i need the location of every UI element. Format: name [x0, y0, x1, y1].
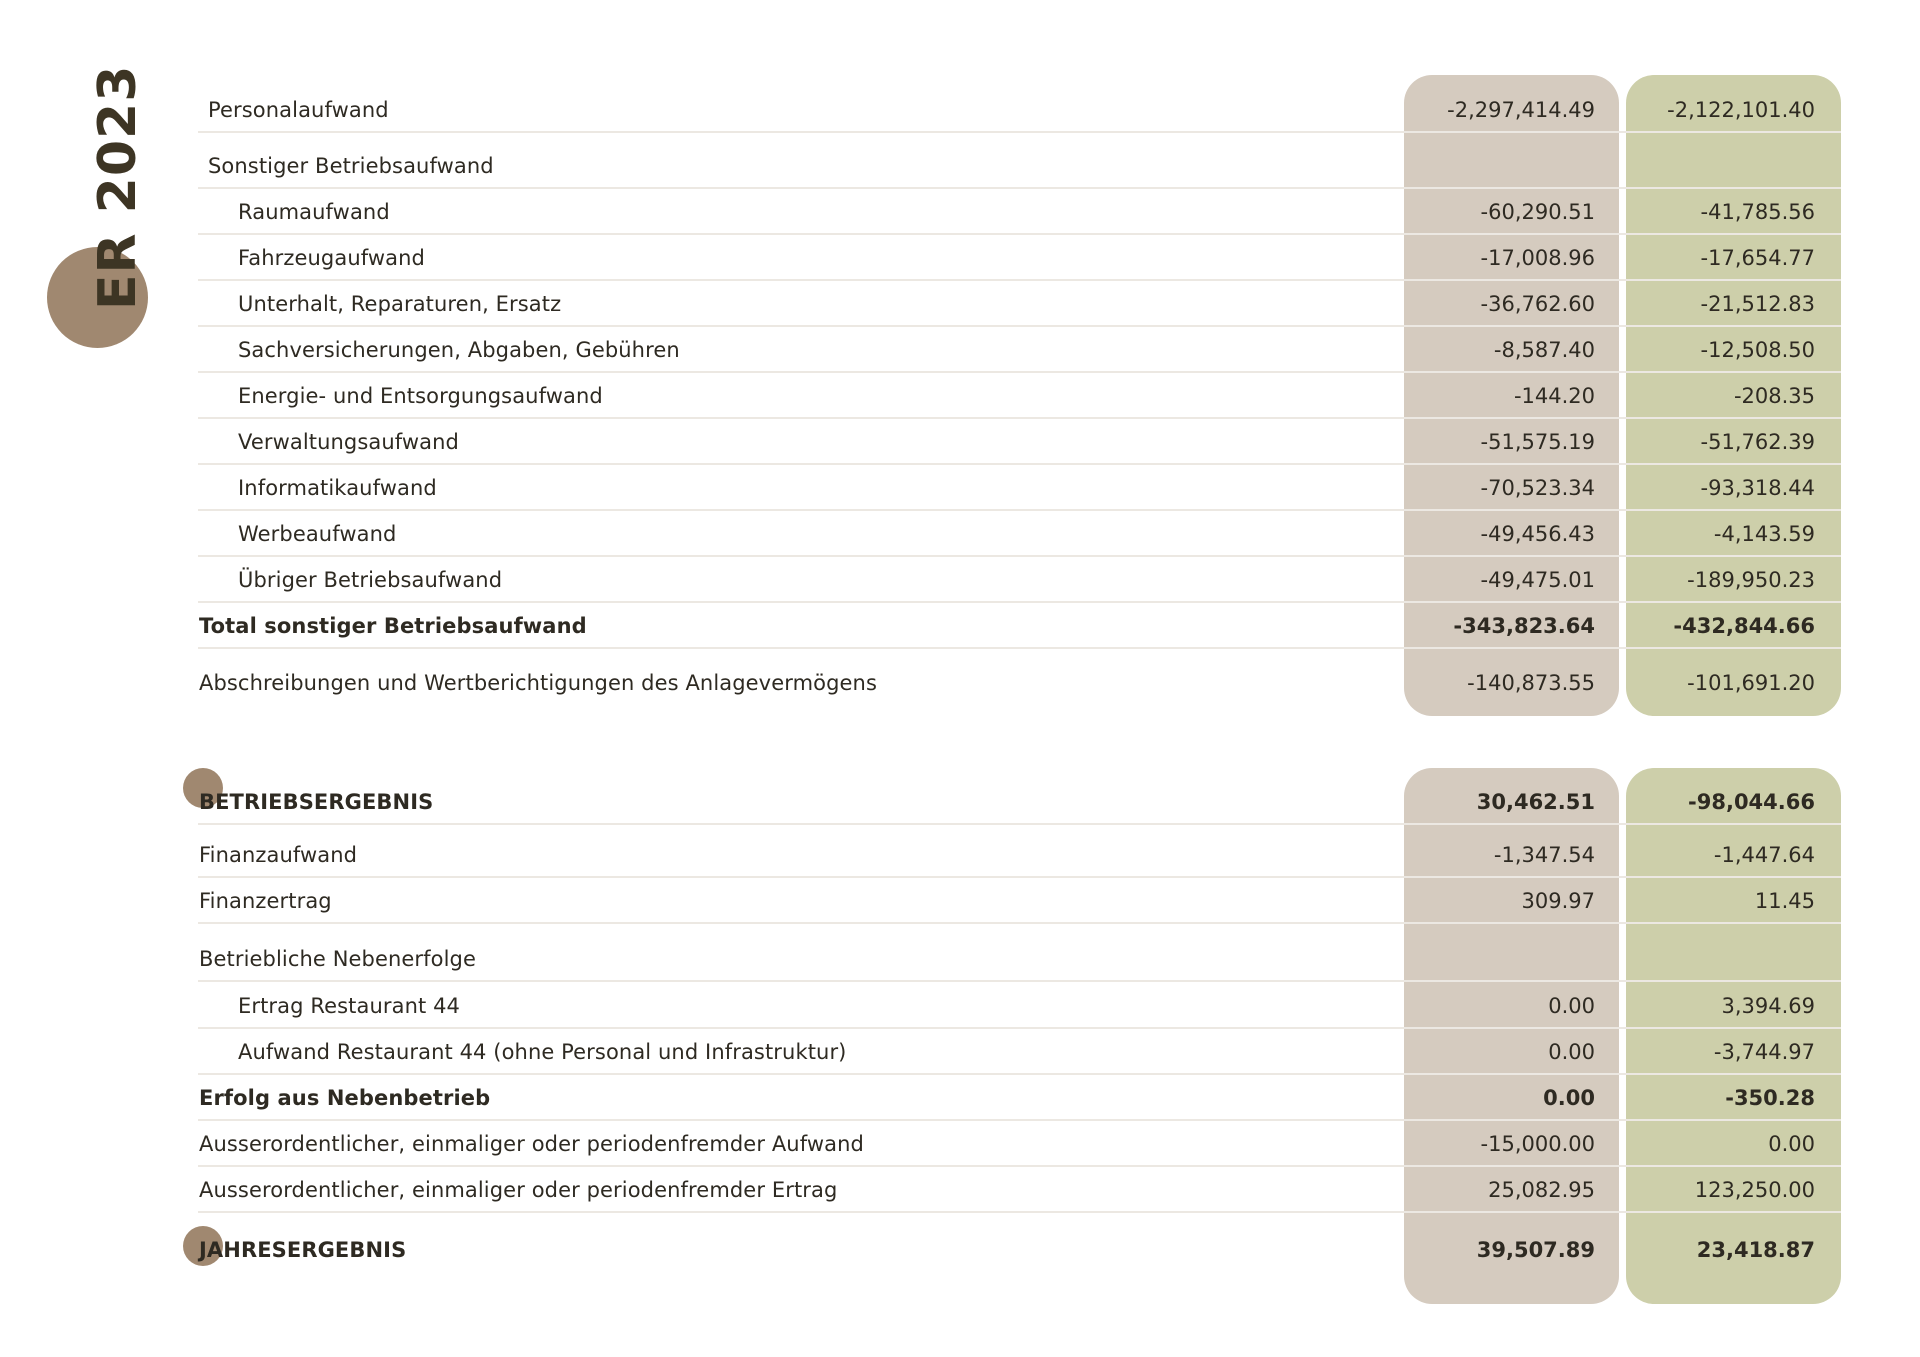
row-value-col2: -51,762.39	[1700, 430, 1815, 454]
row-value-col2: -4,143.59	[1713, 522, 1815, 546]
row-value-col2: -432,844.66	[1673, 614, 1815, 638]
row-value-col2: -101,691.20	[1687, 671, 1815, 695]
row-value-col1: -144.20	[1513, 384, 1595, 408]
table-row	[198, 878, 1841, 924]
row-value-col1: 0.00	[1548, 1040, 1595, 1064]
row-value-col2: -93,318.44	[1700, 476, 1815, 500]
row-value-col2: -41,785.56	[1700, 200, 1815, 224]
row-label: Raumaufwand	[238, 200, 390, 224]
row-label: Erfolg aus Nebenbetrieb	[199, 1086, 491, 1110]
table-row	[198, 1121, 1841, 1167]
row-label: Verwaltungsaufwand	[238, 430, 459, 454]
result-row	[198, 1227, 1841, 1273]
page-title: ER 2023	[88, 64, 148, 310]
row-value-col2: 11.45	[1754, 889, 1815, 913]
row-value-col1: -60,290.51	[1480, 200, 1595, 224]
row-value-col1: -49,456.43	[1480, 522, 1595, 546]
row-value-col2: -2,122,101.40	[1667, 98, 1815, 122]
row-label: Aufwand Restaurant 44 (ohne Personal und Infrastruktur)	[238, 1040, 847, 1064]
row-label: BETRIEBSERGEBNIS	[199, 790, 434, 814]
row-label: Unterhalt, Reparaturen, Ersatz	[238, 292, 562, 316]
row-label: Ertrag Restaurant 44	[238, 994, 461, 1018]
row-label: Sachversicherungen, Abgaben, Gebühren	[238, 338, 680, 362]
row-value-col1: -1,347.54	[1493, 843, 1595, 867]
row-value-col1: -49,475.01	[1480, 568, 1595, 592]
table-row	[198, 660, 1841, 706]
row-value-col1: -343,823.64	[1453, 614, 1595, 638]
row-value-col1: -51,575.19	[1480, 430, 1595, 454]
row-label: Übriger Betriebsaufwand	[238, 568, 503, 592]
row-value-col1: 30,462.51	[1476, 790, 1595, 814]
table-row	[198, 832, 1841, 878]
row-value-col1: 39,507.89	[1476, 1238, 1595, 1262]
row-label: Finanzertrag	[199, 889, 332, 913]
row-value-col1: -17,008.96	[1480, 246, 1595, 270]
row-value-col2: -98,044.66	[1688, 790, 1815, 814]
row-value-col1: -36,762.60	[1480, 292, 1595, 316]
table-row	[198, 281, 1841, 327]
row-value-col1: 0.00	[1548, 994, 1595, 1018]
row-value-col2: -3,744.97	[1713, 1040, 1815, 1064]
row-value-col1: -140,873.55	[1467, 671, 1595, 695]
table-row	[198, 87, 1841, 133]
row-value-col2: -1,447.64	[1713, 843, 1815, 867]
table-row	[198, 1167, 1841, 1213]
row-value-col2: 0.00	[1768, 1132, 1815, 1156]
row-value-col2: -189,950.23	[1687, 568, 1815, 592]
result-row	[198, 779, 1841, 825]
table-row	[198, 189, 1841, 235]
table-row	[198, 143, 1841, 189]
subtotal-row	[198, 1075, 1841, 1121]
row-value-col1: -8,587.40	[1493, 338, 1595, 362]
table-row	[198, 465, 1841, 511]
row-value-col2: -208.35	[1733, 384, 1815, 408]
row-label: Finanzaufwand	[199, 843, 358, 867]
row-value-col2: 123,250.00	[1694, 1178, 1815, 1202]
row-value-col2: -17,654.77	[1700, 246, 1815, 270]
row-label: Total sonstiger Betriebsaufwand	[199, 614, 587, 638]
row-value-col2: -21,512.83	[1700, 292, 1815, 316]
row-label: Personalaufwand	[208, 98, 389, 122]
row-label: Betriebliche Nebenerfolge	[199, 947, 476, 971]
row-label: Ausserordentlicher, einmaliger oder periodenfremder Ertrag	[199, 1178, 838, 1202]
row-value-col1: 25,082.95	[1488, 1178, 1595, 1202]
row-value-col1: 309.97	[1521, 889, 1595, 913]
row-label: Abschreibungen und Wertberichtigungen des Anlagevermögens	[199, 671, 877, 695]
row-label: Informatikaufwand	[238, 476, 437, 500]
row-label: Fahrzeugaufwand	[238, 246, 425, 270]
row-value-col2: -350.28	[1725, 1086, 1815, 1110]
table-row	[198, 511, 1841, 557]
row-value-col1: -2,297,414.49	[1447, 98, 1595, 122]
row-value-col1: 0.00	[1543, 1086, 1595, 1110]
total-row	[198, 603, 1841, 649]
table-row	[198, 983, 1841, 1029]
row-value-col2: 23,418.87	[1696, 1238, 1815, 1262]
table-row	[198, 373, 1841, 419]
row-value-col1: -15,000.00	[1480, 1132, 1595, 1156]
table-row	[198, 936, 1841, 982]
table-row	[198, 235, 1841, 281]
row-label: Sonstiger Betriebsaufwand	[208, 154, 494, 178]
row-label: Energie- und Entsorgungsaufwand	[238, 384, 603, 408]
row-label: Werbeaufwand	[238, 522, 397, 546]
row-label: JAHRESERGEBNIS	[199, 1238, 407, 1262]
row-label: Ausserordentlicher, einmaliger oder periodenfremder Aufwand	[199, 1132, 864, 1156]
table-row	[198, 1029, 1841, 1075]
table-row	[198, 327, 1841, 373]
row-value-col1: -70,523.34	[1480, 476, 1595, 500]
row-value-col2: -12,508.50	[1700, 338, 1815, 362]
table-row	[198, 419, 1841, 465]
row-value-col2: 3,394.69	[1721, 994, 1815, 1018]
table-row	[198, 557, 1841, 603]
